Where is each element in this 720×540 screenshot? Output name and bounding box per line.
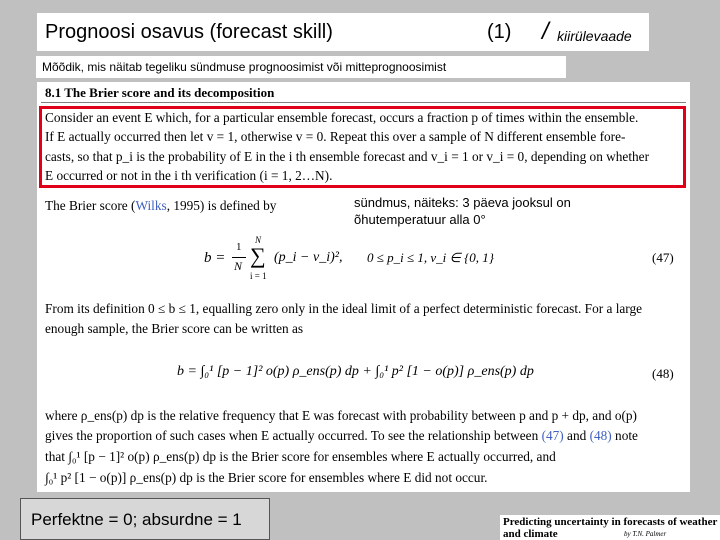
wilks-citation[interactable]: Wilks bbox=[135, 198, 167, 213]
title-box bbox=[37, 13, 649, 51]
definition-line-2: enough sample, the Brier score can be written as bbox=[45, 321, 304, 336]
equation-48-number: (48) bbox=[652, 366, 674, 381]
book-title-line-1: Predicting uncertainty in forecasts of weather bbox=[503, 516, 718, 528]
score-range-text: Perfektne = 0; absurdne = 1 bbox=[31, 510, 242, 529]
event-example-note bbox=[354, 194, 571, 228]
book-title-line-2: and climate bbox=[503, 528, 558, 540]
eq47-ref-link[interactable]: (47) bbox=[541, 428, 564, 443]
equation-48: b = ∫₀¹ [p − 1]² o(p) ρ_ens(p) dp + ∫₀¹ p² [1 − o(p)] ρ_ens(p) dp bbox=[177, 364, 534, 379]
tail-line-1: where ρ_ens(p) dp is the relative frequency that E was forecast with probability between p and p + dp, and o(p) bbox=[45, 408, 637, 423]
brier-definition: The Brier score (Wilks, 1995) is defined by bbox=[45, 198, 277, 213]
book-reference bbox=[500, 515, 720, 540]
subtitle-text: Mõõdik, mis näitab tegeliku sündmuse prognoosimist või mitteprognoosimist bbox=[42, 60, 447, 74]
highlight-line-3: casts, so that p_i is the probability of E in the i th ensemble forecast and v_i = 1 or v_i = 0, depending on whether bbox=[45, 149, 649, 164]
slide-number: (1) bbox=[487, 21, 512, 43]
event-example-line-1: sündmus, näiteks: 3 päeva jooksul on bbox=[354, 195, 571, 210]
tail-line-3: that ∫₀¹ [p − 1]² o(p) ρ_ens(p) dp is the Brier score for ensembles where E actually occurred, and bbox=[45, 449, 556, 464]
equation-47-number: (47) bbox=[652, 250, 674, 265]
highlight-line-2: If E actually occurred then let v = 1, otherwise v = 0. Repeat this over a sample of N different ensemble fore- bbox=[45, 129, 626, 144]
paper-excerpt bbox=[37, 82, 690, 492]
eq48-ref-link[interactable]: (48) bbox=[589, 428, 612, 443]
equation-47-condition: 0 ≤ p_i ≤ 1, v_i ∈ {0, 1} bbox=[367, 250, 494, 265]
event-example-line-2: õhutemperatuur alla 0° bbox=[354, 212, 486, 227]
title-slash: / bbox=[542, 18, 549, 45]
section-heading: 8.1 The Brier score and its decomposition bbox=[45, 85, 275, 100]
slide-subtitle-tag: kiirülevaade bbox=[557, 28, 632, 44]
score-range-box bbox=[20, 498, 270, 540]
equation-47: b = 1 N N ∑ i = 1 (p_i − v_i)², bbox=[204, 235, 343, 281]
tail-line-2: gives the proportion of such cases when E actually occurred. To see the relationship between (47) and (48) note bbox=[45, 428, 638, 443]
highlight-line-1: Consider an event E which, for a particular ensemble forecast, occurs a fraction p of times within the ensemble. bbox=[45, 110, 639, 125]
slide-title: Prognoosi osavus (forecast skill) bbox=[45, 21, 333, 43]
highlight-line-4: E occurred or not in the i th verification (i = 1, 2…N). bbox=[45, 168, 333, 183]
book-author: by T.N. Palmer bbox=[624, 530, 667, 538]
heading-rule bbox=[41, 102, 686, 103]
definition-line-1: From its definition 0 ≤ b ≤ 1, equalling zero only in the ideal limit of a perfect deterministic forecast. For a large bbox=[45, 301, 643, 316]
tail-line-4: ∫₀¹ p² [1 − o(p)] ρ_ens(p) dp is the Brier score for ensembles where E did not occur. bbox=[45, 470, 488, 485]
subtitle-box bbox=[36, 56, 566, 78]
